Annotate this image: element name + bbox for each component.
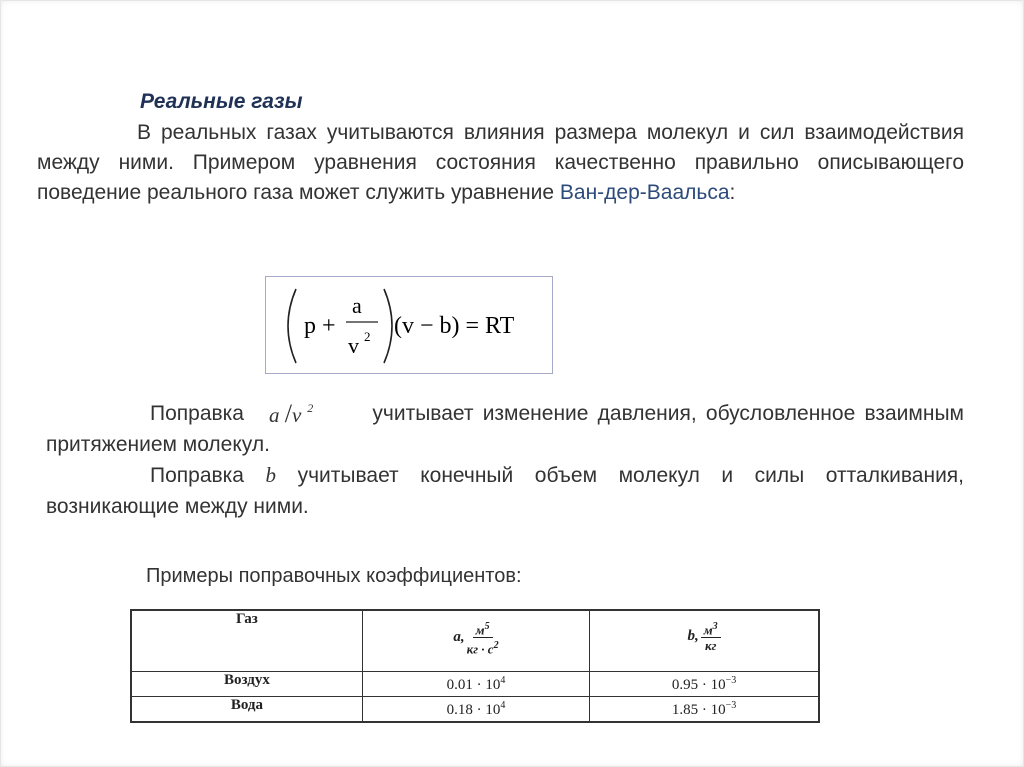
slide-heading: Реальные газы [140,90,303,113]
correction-b [46,460,964,522]
b-mantissa: 0.95 · 10 [671,676,726,693]
a-over-v2-symbol [253,398,363,428]
row-gas-name: Вода [131,697,362,723]
formula-box [265,276,553,374]
b-mantissa: 1.85 · 10 [671,701,726,718]
formula-v: v [348,333,359,358]
intro-text: В реальных газах учитываются влияния размера молекул и сил взаимодействия между ними. Примером уравнения состояния качественно правильно описывающего поведение реального газа может служить уравнение [37,121,964,204]
a-mantissa: 0.01 · 10 [446,676,501,693]
b-unit-fraction [701,619,721,653]
row-a-value [362,697,589,723]
row-gas-name: Воздух [131,672,362,697]
b-exponent: −3 [725,674,737,686]
header-a [362,610,589,672]
slash: / [284,399,292,428]
header-gas: Газ [131,610,362,672]
row-b-value [590,672,819,697]
intro-end: : [729,181,736,204]
left-paren-outer [288,289,296,363]
a-unit-num: м [475,622,485,638]
intro-paragraph [37,118,964,208]
row-b-value [590,697,819,723]
a-exponent: 4 [500,674,506,686]
a-unit-den-exp: 2 [493,640,499,652]
correction-a-text: учитывает изменение давления, обусловленное взаимным притяжением молекул. [46,402,964,456]
coefficients-table [130,609,820,723]
row-a-value [362,672,589,697]
header-b [590,610,819,672]
symbol-exp: 2 [307,401,314,415]
correction-b-word: Поправка [150,464,244,487]
a-unit-num-exp: 5 [484,621,490,632]
b-unit-num-exp: 3 [712,621,718,632]
formula-p-plus: p + [304,313,336,339]
formula-v-exp: 2 [364,329,371,344]
b-exponent: −3 [725,699,737,711]
symbol-b: b [265,463,277,487]
a-mantissa: 0.18 · 10 [446,701,501,718]
a-unit-den: кг · с [466,641,494,657]
table-row [131,672,819,697]
symbol-v: v [291,403,302,427]
symbol-a: a [268,403,280,427]
correction-b-text: учитывает конечный объем молекул и силы отталкивания, возникающие между ними. [46,464,964,518]
a-unit-fraction [467,619,499,657]
correction-a [46,398,964,460]
table-header-row [131,610,819,672]
a-prefix: a, [453,629,465,646]
van-der-waals-equation [266,277,554,375]
table-row [131,697,819,723]
b-prefix: b, [687,627,699,644]
b-unit-den: кг [705,638,717,654]
table-caption: Примеры поправочных коэффициентов: [146,565,522,587]
correction-a-word: Поправка [150,402,244,425]
b-unit-num: м [703,622,713,638]
van-der-waals-term: Ван-дер-Ваальса [559,181,730,204]
a-exponent: 4 [500,699,506,711]
formula-rest: (v − b) = RT [394,313,515,339]
corrections-text [46,398,964,522]
right-paren-outer [384,289,392,363]
formula-a: a [352,293,362,318]
